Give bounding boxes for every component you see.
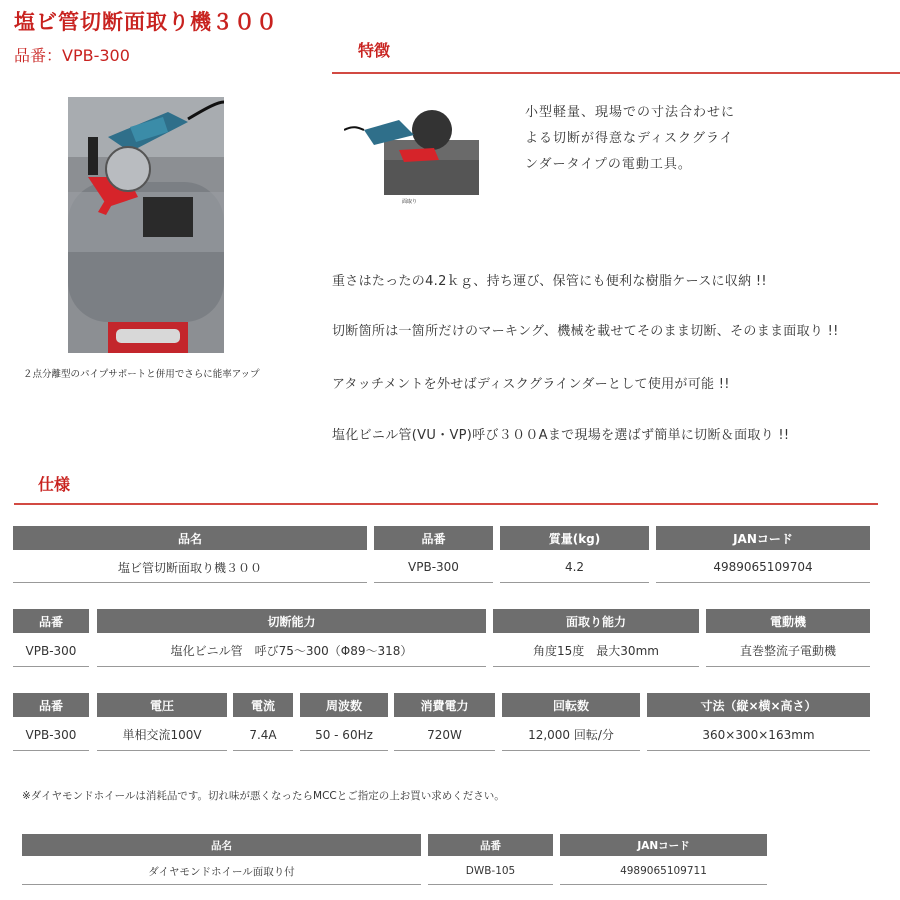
part-number: 品番：VPB-300 (14, 46, 130, 65)
feature-description (525, 100, 735, 178)
table2-header-cutting: 切断能力 (97, 609, 486, 633)
product-photo-small (344, 100, 479, 195)
product-photo-main (68, 97, 224, 353)
feature-point: 塩化ビニル管(VU・VP)呼び３００Aまで現場を選ばず簡単に切断＆面取り !! (332, 428, 790, 443)
table4-cell-partno: DWB-105 (428, 858, 553, 885)
table3-cell-current: 7.4A (233, 719, 293, 751)
table2-header-partno: 品番 (13, 609, 89, 633)
table4-cell-name: ダイヤモンドホイール面取り付 (22, 858, 421, 885)
table4-header-name: 品名 (22, 834, 421, 856)
table3-cell-frequency: 50 - 60Hz (300, 719, 388, 751)
table3-cell-partno: VPB-300 (13, 719, 89, 751)
table3-header-power: 消費電力 (394, 693, 495, 717)
feature-description-line: よる切断が得意なディスクグライ (525, 131, 734, 146)
table4-header-jan: JANコード (560, 834, 767, 856)
table3-header-current: 電流 (233, 693, 293, 717)
table3-cell-dimensions: 360×300×163mm (647, 719, 870, 751)
table2-cell-partno: VPB-300 (13, 635, 89, 667)
table3-cell-voltage: 単相交流100V (97, 719, 227, 751)
feature-description-line: ンダータイプの電動工具。 (525, 157, 692, 172)
table3-header-voltage: 電圧 (97, 693, 227, 717)
table1-header-weight: 質量(kg) (500, 526, 649, 550)
table3-header-partno: 品番 (13, 693, 89, 717)
table3-cell-rpm: 12,000 回転/分 (502, 719, 640, 751)
features-divider (332, 72, 900, 74)
table2-cell-motor: 直巻整流子電動機 (706, 635, 870, 667)
table3-header-frequency: 周波数 (300, 693, 388, 717)
main-photo-caption: ２点分離型のパイプサポートと併用でさらに能率アップ (23, 369, 260, 380)
consumable-note: ※ダイヤモンドホイールは消耗品です。切れ味が悪くなったらMCCとご指定の上お買い求めください。 (22, 790, 505, 802)
table1-header-jan: JANコード (656, 526, 870, 550)
table1-cell-weight: 4.2 (500, 552, 649, 583)
feature-description-line: 小型軽量、現場での寸法合わせに (525, 105, 736, 120)
table2-header-chamfer: 面取り能力 (493, 609, 699, 633)
feature-point: 切断箇所は一箇所だけのマーキング、機械を載せてそのまま切断、そのまま面取り !! (332, 324, 839, 339)
features-heading: 特徴 (358, 41, 391, 60)
feature-point: アタッチメントを外せばディスクグラインダーとして使用が可能 !! (332, 377, 730, 392)
table1-cell-name: 塩ビ管切断面取り機３００ (13, 552, 367, 583)
product-photo-small-illustration (344, 100, 479, 195)
table2-header-motor: 電動機 (706, 609, 870, 633)
feature-point: 重さはたったの4.2ｋｇ、持ち運び、保管にも便利な樹脂ケースに収納 !! (332, 274, 767, 289)
table4-header-partno: 品番 (428, 834, 553, 856)
table1-cell-jan: 4989065109704 (656, 552, 870, 583)
specs-heading: 仕様 (38, 475, 71, 494)
table1-cell-partno: VPB-300 (374, 552, 493, 583)
specs-divider (14, 503, 878, 505)
table1-header-partno: 品番 (374, 526, 493, 550)
table3-cell-power: 720W (394, 719, 495, 751)
table4-cell-jan: 4989065109711 (560, 858, 767, 885)
small-photo-caption: 面取り (402, 199, 418, 205)
product-photo-main-illustration (68, 97, 224, 353)
table3-header-dimensions: 寸法（縦×横×高さ） (647, 693, 870, 717)
table3-header-rpm: 回転数 (502, 693, 640, 717)
page-title: 塩ビ管切断面取り機３００ (14, 10, 278, 34)
table2-cell-cutting: 塩化ビニル管 呼び75～300（Φ89～318） (97, 635, 486, 667)
table1-header-name: 品名 (13, 526, 367, 550)
table2-cell-chamfer: 角度15度 最大30mm (493, 635, 699, 667)
